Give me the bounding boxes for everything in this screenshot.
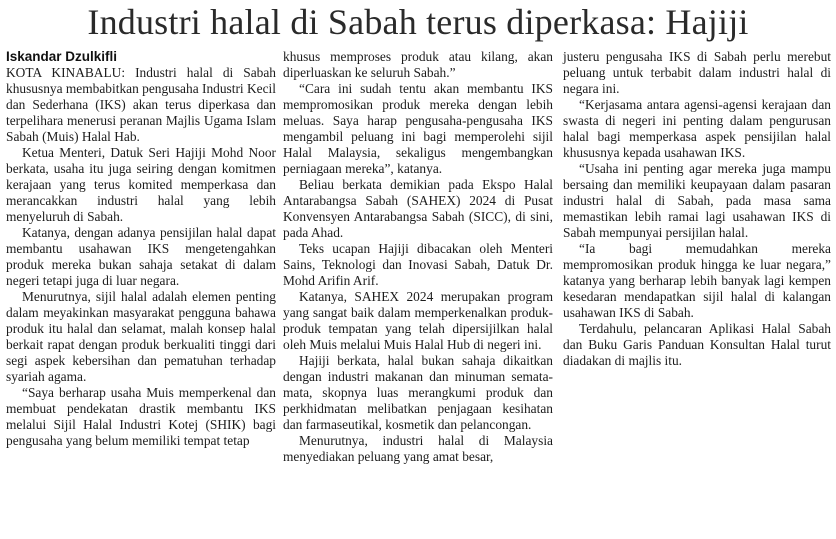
paragraph: “Usaha ini penting agar mereka juga mampu bersaing dan memiliki keupayaan dalam pasaran industri halal di Sabah, pada masa sama memastikan lebih ramai lagi usahawan IKS di Sabah mempunyai persijilan halal.	[563, 161, 831, 240]
paragraph: “Kerjasama antara agensi-agensi kerajaan dan swasta di negeri ini penting dalam pengurusan halal bagi memperkasa aspek pensijilan halal khususnya kepada usahawan IKS.	[563, 97, 831, 160]
paragraph: “Cara ini sudah tentu akan membantu IKS mempromosikan produk mereka dengan lebih meluas. Saya harap pengusaha-pengusaha IKS mengambil peluang ini bagi memperolehi sijil Halal Malaysia, sekaligus mengembangkan perniagaan mereka”, katanya.	[283, 81, 553, 176]
paragraph: Terdahulu, pelancaran Aplikasi Halal Sabah dan Buku Garis Panduan Konsultan Halal turut diadakan di majlis itu.	[563, 321, 831, 368]
paragraph: justeru pengusaha IKS di Sabah perlu merebut peluang untuk terbabit dalam industri halal di negara ini.	[563, 49, 831, 96]
paragraph: “Ia bagi memudahkan mereka mempromosikan produk hingga ke luar negara,” katanya yang berharap lebih banyak lagi kempen kesedaran mendapatkan sijil halal di kalangan usahawan IKS di Sabah.	[563, 241, 831, 320]
paragraph: Teks ucapan Hajiji dibacakan oleh Menteri Sains, Teknologi dan Inovasi Sabah, Datuk Dr. Mohd Arifin Arif.	[283, 241, 553, 288]
paragraph: KOTA KINABALU: Industri halal di Sabah khususnya membabitkan pengusaha Industri Kecil dan Sederhana (IKS) akan terus diperkasa dan terpelihara menerusi peranan Majlis Ugama Islam Sabah (Muis) Halal Hab.	[6, 65, 276, 144]
column-2	[283, 49, 553, 465]
paragraph: Menurutnya, industri halal di Malaysia menyediakan peluang yang amat besar,	[283, 433, 553, 464]
paragraph: khusus memproses produk atau kilang, akan diperluaskan ke seluruh Sabah.”	[283, 49, 553, 80]
paragraph: Beliau berkata demikian pada Ekspo Halal Antarabangsa Sabah (SAHEX) 2024 di Pusat Konvensyen Antarabangsa Sabah (SICC), di sini, pada Ahad.	[283, 177, 553, 240]
paragraph: “Saya berharap usaha Muis memperkenal dan membuat pendekatan drastik membantu IKS melalui Sijil Halal Industri Kotej (SHIK) bagi pengusaha yang belum memiliki tempat tetap	[6, 385, 276, 448]
headline: Industri halal di Sabah terus diperkasa: Hajiji	[87, 2, 749, 42]
paragraph: Ketua Menteri, Datuk Seri Hajiji Mohd Noor berkata, usaha itu juga seiring dengan komitmen kerajaan yang terus komited memperkasa dan merancakkan industri halal yang lebih menyeluruh di Sabah.	[6, 145, 276, 224]
paragraph: Menurutnya, sijil halal adalah elemen penting dalam meyakinkan masyarakat pengguna bahawa produk itu halal dan selamat, malah konsep halal berkait rapat dengan produk berkualiti tinggi dari segi aspek kebersihan dan pematuhan terhadap syariah agama.	[6, 289, 276, 384]
column-1	[6, 49, 276, 449]
paragraph: Katanya, dengan adanya pensijilan halal dapat membantu usahawan IKS mengetengahkan produk mereka bukan sahaja setakat di dalam negeri tetapi juga di luar negara.	[6, 225, 276, 288]
paragraph: Hajiji berkata, halal bukan sahaja dikaitkan dengan industri makanan dan minuman semata-mata, skopnya luas merangkumi produk dan perkhidmatan melibatkan penjagaan kesihatan dan farmaseutikal, kosmetik dan pelancongan.	[283, 353, 553, 432]
column-3	[563, 49, 831, 369]
paragraph: Katanya, SAHEX 2024 merupakan program yang sangat baik dalam memperkenalkan produk-produk tempatan yang telah dipersijilkan halal oleh Muis melalui Muis Halal Hub di negeri ini.	[283, 289, 553, 352]
byline: Iskandar Dzulkifli	[6, 49, 118, 64]
